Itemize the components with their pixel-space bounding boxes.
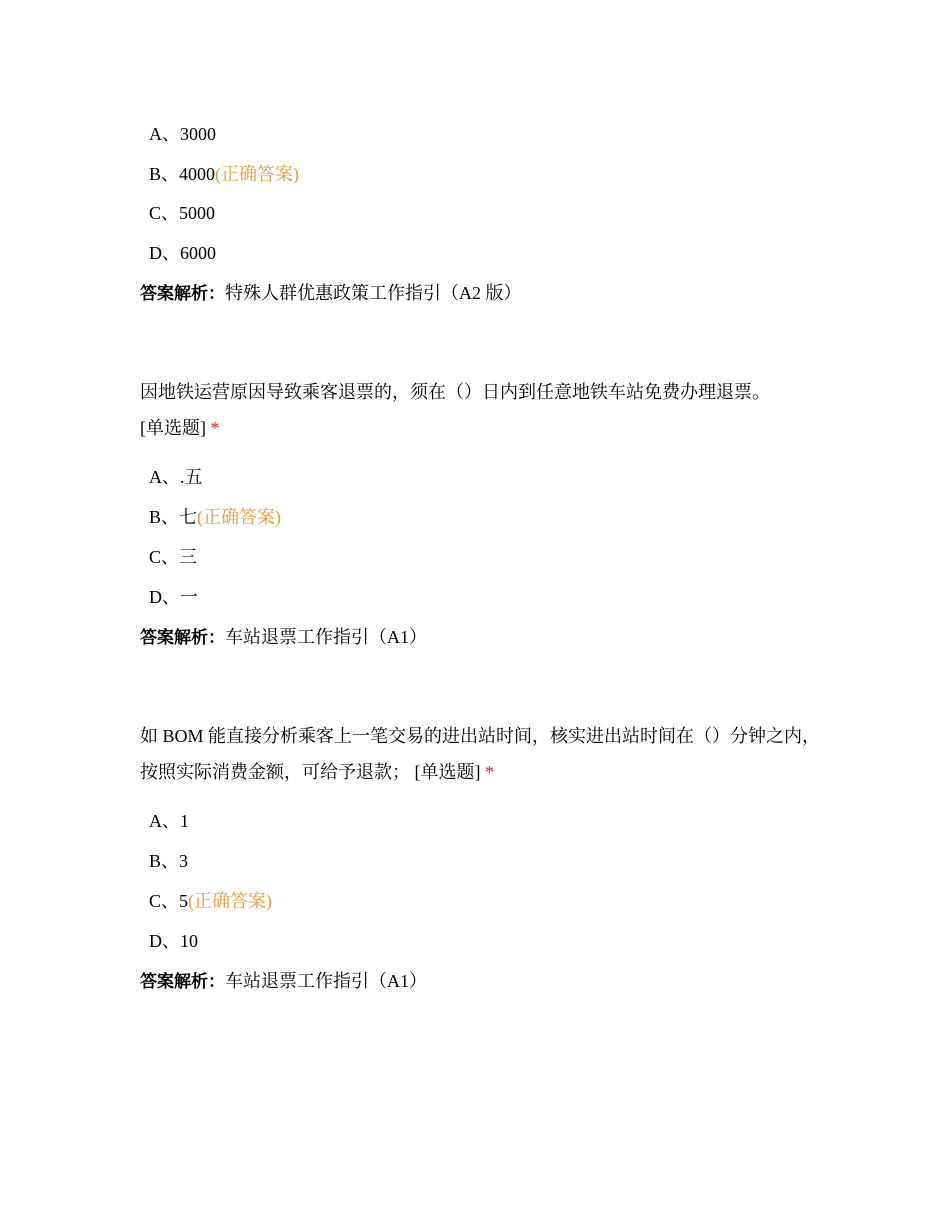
option-d bbox=[149, 929, 198, 953]
question-text bbox=[140, 718, 820, 790]
analysis-label: 答案解析： bbox=[140, 284, 225, 304]
option-text: 6000 bbox=[180, 243, 216, 263]
option-letter: B、 bbox=[149, 851, 180, 871]
option-letter: D、 bbox=[149, 931, 180, 951]
option-d bbox=[149, 585, 198, 609]
option-letter: C、 bbox=[149, 547, 180, 567]
option-letter: A、 bbox=[149, 467, 180, 487]
analysis-label: 答案解析： bbox=[140, 972, 225, 992]
question-text bbox=[140, 374, 820, 446]
option-letter: C、 bbox=[149, 203, 180, 223]
analysis-text: 特殊人群优惠政策工作指引（A2 版） bbox=[225, 283, 522, 303]
option-text: 5000 bbox=[179, 203, 216, 223]
question-body: 如 BOM 能直接分析乘客上一笔交易的进出站时间，核实进出站时间在（）分钟之内，按照实际消费金额，可给予退款； bbox=[140, 726, 821, 782]
option-c bbox=[149, 545, 197, 569]
option-a bbox=[149, 809, 189, 833]
option-a bbox=[149, 465, 203, 489]
option-letter: B、 bbox=[149, 164, 180, 184]
answer-analysis bbox=[140, 280, 522, 306]
option-letter: A、 bbox=[149, 124, 180, 144]
option-letter: D、 bbox=[149, 587, 180, 607]
option-text: 三 bbox=[179, 547, 198, 567]
question-type-tag: [单选题] bbox=[414, 762, 481, 782]
option-text: 4000 bbox=[179, 164, 216, 184]
option-letter: C、 bbox=[149, 891, 180, 911]
required-marker: * bbox=[210, 418, 220, 438]
required-marker: * bbox=[485, 762, 494, 782]
analysis-text: 车站退票工作指引（A1） bbox=[225, 627, 427, 647]
analysis-label: 答案解析： bbox=[140, 628, 225, 648]
option-text: 一 bbox=[180, 587, 198, 607]
correct-answer-tag: (正确答案) bbox=[188, 891, 273, 911]
question-body: 因地铁运营原因导致乘客退票的，须在（）日内到任意地铁车站免费办理退票。 bbox=[140, 382, 770, 402]
option-text: .五 bbox=[180, 467, 203, 487]
option-text: 七 bbox=[179, 507, 198, 527]
option-text: 1 bbox=[180, 811, 189, 831]
option-text: 3000 bbox=[180, 124, 216, 144]
option-text: 3 bbox=[179, 851, 189, 871]
analysis-text: 车站退票工作指引（A1） bbox=[225, 971, 427, 991]
option-text: 10 bbox=[180, 931, 198, 951]
option-b bbox=[149, 162, 299, 186]
option-text: 5 bbox=[179, 891, 189, 911]
option-c bbox=[149, 201, 215, 225]
option-letter: D、 bbox=[149, 243, 180, 263]
option-c bbox=[149, 889, 272, 913]
option-letter: A、 bbox=[149, 811, 180, 831]
option-d bbox=[149, 241, 216, 265]
option-a bbox=[149, 122, 216, 146]
option-letter: B、 bbox=[149, 507, 180, 527]
answer-analysis bbox=[140, 624, 427, 650]
correct-answer-tag: (正确答案) bbox=[215, 164, 300, 184]
option-b bbox=[149, 849, 188, 873]
answer-analysis bbox=[140, 968, 427, 994]
correct-answer-tag: (正确答案) bbox=[197, 507, 282, 527]
question-type-tag: [单选题] bbox=[140, 418, 206, 438]
option-b bbox=[149, 505, 281, 529]
